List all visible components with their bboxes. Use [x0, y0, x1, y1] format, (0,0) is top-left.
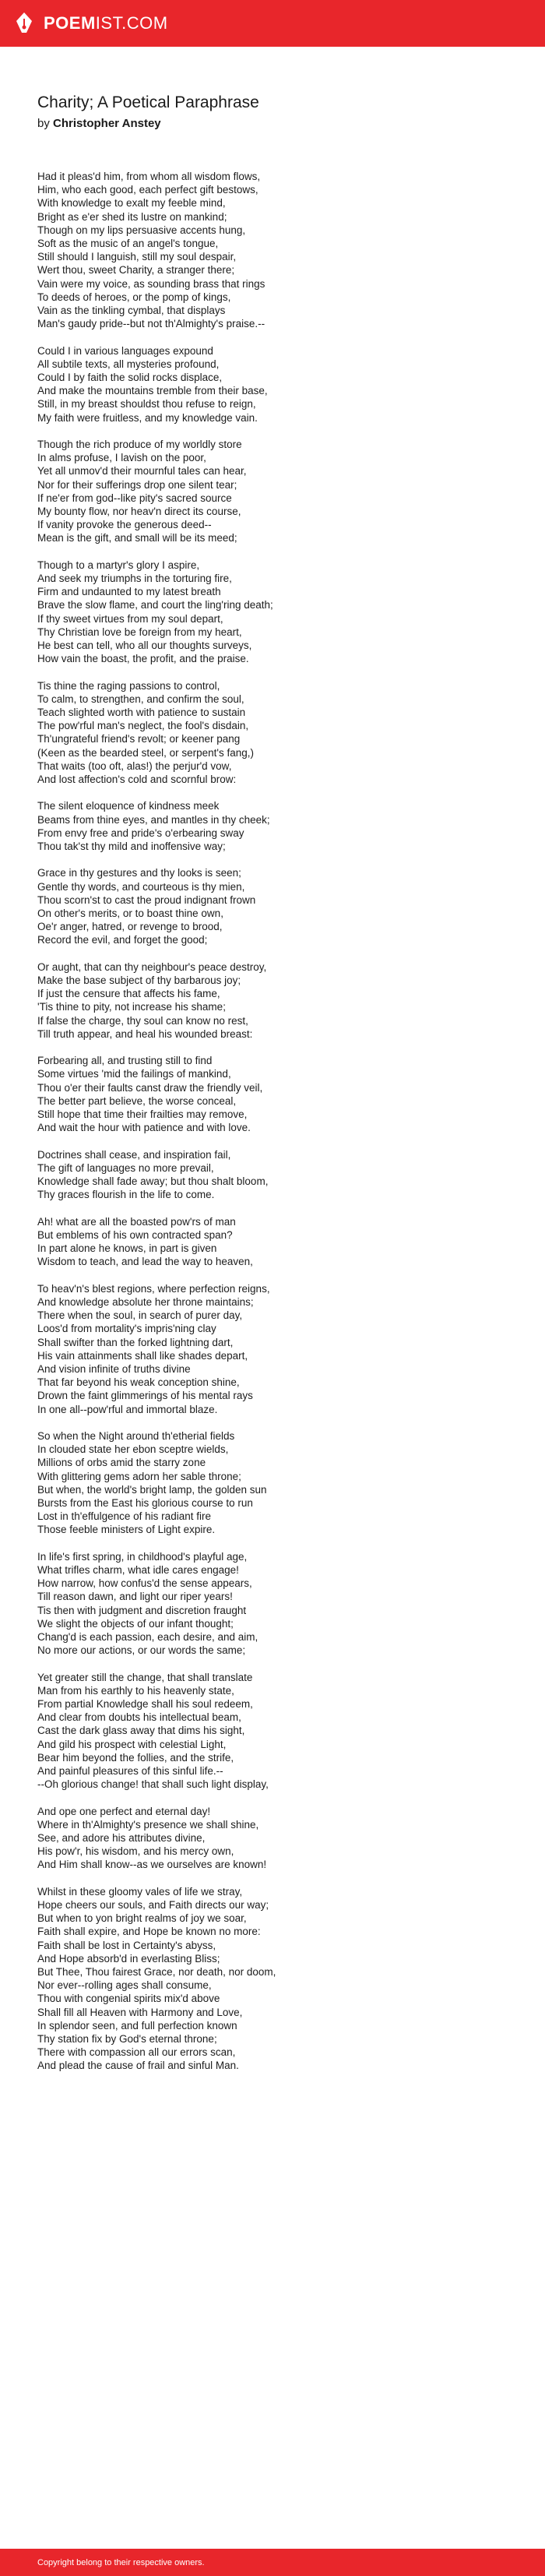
poem-line: And wait the hour with patience and with love. [37, 1122, 251, 1134]
poem-line: With glittering gems adorn her sable throne; [37, 1470, 241, 1482]
poem-line: Where in th'Almighty's presence we shall shine, [37, 1818, 259, 1831]
poem-line: Thou with congenial spirits mix'd above [37, 1993, 220, 2005]
poem-line: Forbearing all, and trusting still to find [37, 1055, 213, 1067]
fountain-pen-nib-icon[interactable] [12, 12, 36, 35]
stanza [37, 1671, 520, 1792]
poem-line: His vain attainments shall like shades depart, [37, 1349, 248, 1362]
poem-line: Some virtues 'mid the failings of mankind, [37, 1068, 231, 1080]
poem-line: So when the Night around th'etherial fields [37, 1429, 235, 1442]
poem-line: Nor for their sufferings drop one silent tear; [37, 478, 237, 491]
poem-line: To deeds of heroes, or the pomp of kings, [37, 291, 231, 303]
poem-line: Bursts from the East his glorious course to run [37, 1496, 253, 1509]
poem-line: Firm and undaunted to my latest breath [37, 586, 221, 598]
poem-line: The silent eloquence of kindness meek [37, 800, 220, 812]
poem-line: There with compassion all our errors scan, [37, 2046, 236, 2059]
poem-line: Millions of orbs amid the starry zone [37, 1457, 206, 1469]
author-name[interactable]: Christopher Anstey [53, 117, 161, 130]
site-footer [0, 2549, 545, 2576]
stanza [37, 1054, 520, 1134]
poem-line: Man from his earthly to his heavenly state, [37, 1684, 234, 1697]
poem-line: Though to a martyr's glory I aspire, [37, 559, 200, 571]
poem-line: And painful pleasures of this sinful life.-- [37, 1764, 223, 1777]
poem-line: Whilst in these gloomy vales of life we stray, [37, 1885, 243, 1898]
poem-line: Tis then with judgment and discretion fraught [37, 1604, 247, 1616]
poem-line: If vanity provoke the generous deed-- [37, 519, 212, 531]
poem-line: Thy graces flourish in the life to come. [37, 1189, 215, 1201]
poem-line: The gift of languages no more prevail, [37, 1161, 214, 1174]
poem-line: Soft as the music of an angel's tongue, [37, 238, 219, 250]
poem-line: Thou tak'st thy mild and inoffensive way; [37, 840, 226, 853]
poem-line: Cast the dark glass away that dims his sight, [37, 1725, 245, 1737]
poem-line: Faith shall expire, and Hope be known no more: [37, 1926, 261, 1938]
poem-line: But emblems of his own contracted span? [37, 1228, 233, 1241]
poem-line: And ope one perfect and eternal day! [37, 1805, 211, 1817]
poem-line: Oe'r anger, hatred, or revenge to brood, [37, 921, 223, 933]
stanza [37, 1429, 520, 1537]
poem-line: Bear him beyond the follies, and the strife, [37, 1751, 234, 1764]
poem-line: His pow'r, his wisdom, and his mercy own, [37, 1845, 234, 1858]
site-logo[interactable] [44, 13, 168, 33]
poem-line: But when to yon bright realms of joy we soar, [37, 1912, 247, 1925]
poem-line: But Thee, Thou fairest Grace, nor death, nor doom, [37, 1965, 276, 1978]
poem-line: What trifles charm, what idle cares engage! [37, 1563, 239, 1576]
logo-light-text: IST.COM [95, 13, 168, 33]
poem-line: 'Tis thine to pity, not increase his shame; [37, 1001, 226, 1013]
poem-line: (Keen as the bearded steel, or serpent's fang,) [37, 746, 254, 759]
poem-line: But when, the world's bright lamp, the golden sun [37, 1483, 267, 1496]
stanza [37, 170, 520, 330]
poem-line: Man's gaudy pride--but not th'Almighty's praise.-- [37, 318, 265, 330]
poem-line: Make the base subject of thy barbarous joy; [37, 974, 241, 987]
poem-line: If ne'er from god--like pity's sacred source [37, 492, 232, 504]
poem-line: And gild his prospect with celestial Light, [37, 1738, 227, 1750]
poem-line: In life's first spring, in childhood's playful age, [37, 1550, 248, 1563]
poem-line: And lost affection's cold and scornful brow: [37, 774, 237, 786]
poem-line: Vain as the tinkling cymbal, that displays [37, 305, 226, 317]
poem-line: Th'ungrateful friend's revolt; or keener pang [37, 733, 241, 745]
stanza [37, 866, 520, 946]
stanza [37, 438, 520, 545]
poem-line: Though on my lips persuasive accents hung, [37, 224, 246, 236]
poem-line: And vision infinite of truths divine [37, 1362, 191, 1375]
poem-line: Bright as e'er shed its lustre on mankind; [37, 210, 227, 223]
poem-line: And clear from doubts his intellectual beam, [37, 1711, 241, 1724]
poem-line: In alms profuse, I lavish on the poor, [37, 452, 206, 464]
poem-line: The better part believe, the worse conceal, [37, 1094, 237, 1107]
poem-line: Shall swifter than the forked lightning dart, [37, 1336, 234, 1348]
poem-line: In clouded state her ebon sceptre wields, [37, 1443, 229, 1456]
poem-line: And Hope absorb'd in everlasting Bliss; [37, 1952, 220, 1965]
poem-line: If just the censure that affects his fame, [37, 988, 220, 1000]
stanza [37, 1282, 520, 1416]
stanza [37, 1215, 520, 1269]
stanza [37, 559, 520, 666]
poem-line: Thy Christian love be foreign from my heart, [37, 625, 242, 638]
poem-line: How narrow, how confus'd the sense appears, [37, 1577, 252, 1590]
poem-line: The pow'rful man's neglect, the fool's disdain, [37, 720, 249, 732]
poem-line: In one all--pow'rful and immortal blaze. [37, 1403, 218, 1415]
poem-line: See, and adore his attributes divine, [37, 1831, 206, 1844]
poem-line: That waits (too oft, alas!) the perjur'd vow, [37, 759, 232, 772]
poem-line: Chang'd is each passion, each desire, and aim, [37, 1630, 258, 1643]
poem-line: Could I in various languages expound [37, 344, 213, 357]
stanza [37, 1550, 520, 1658]
poem-line: On other's merits, or to boast thine own, [37, 907, 223, 920]
logo-bold-text: POEM [44, 13, 96, 33]
stanza [37, 1148, 520, 1202]
poem-line: Brave the slow flame, and court the ling'ring death; [37, 599, 273, 611]
poem-line: Nor ever--rolling ages shall consume, [37, 1979, 212, 1992]
poem-line: Yet greater still the change, that shall translate [37, 1671, 253, 1683]
poem-line: To heav'n's blest regions, where perfection reigns, [37, 1282, 270, 1295]
poem-line: Wisdom to teach, and lead the way to heaven, [37, 1256, 253, 1268]
stanza [37, 799, 520, 853]
poem-line: Had it pleas'd him, from whom all wisdom flows, [37, 171, 261, 182]
poem-line: And Him shall know--as we ourselves are known! [37, 1859, 267, 1871]
poem-line: How vain the boast, the profit, and the praise. [37, 653, 249, 665]
poem-line: Ah! what are all the boasted pow'rs of man [37, 1215, 236, 1228]
poem-line: Still, in my breast shouldst thou refuse to reign, [37, 398, 256, 411]
poem-line: Beams from thine eyes, and mantles in thy cheek; [37, 813, 270, 826]
poem-line: Still should I languish, still my soul despair, [37, 251, 237, 263]
poem-line: My bounty flow, nor heav'n direct its course, [37, 506, 241, 518]
poem-line: Hope cheers our souls, and Faith directs our way; [37, 1898, 269, 1911]
poem-line: Tis thine the raging passions to control, [37, 679, 220, 692]
poem-line: Faith shall be lost in Certainty's abyss, [37, 1939, 216, 1951]
stanza [37, 344, 520, 425]
poem-line: Drown the faint glimmerings of his mental rays [37, 1390, 253, 1402]
poem-line: Doctrines shall cease, and inspiration fail, [37, 1148, 231, 1161]
poem-line: From envy free and pride's o'erbearing sway [37, 826, 244, 839]
poem-body [37, 170, 520, 2086]
poem-line: Gentle thy words, and courteous is thy mien, [37, 880, 245, 893]
poem-line: We slight the objects of our infant thought; [37, 1617, 234, 1630]
poem-title: Charity; A Poetical Paraphrase [37, 93, 259, 111]
poem-line: If thy sweet virtues from my soul depart, [37, 612, 223, 625]
poem-line: Yet all unmov'd their mournful tales can hear, [37, 465, 247, 477]
poem-line: From partial Knowledge shall his soul redeem, [37, 1697, 253, 1710]
poem-line: Wert thou, sweet Charity, a stranger there; [37, 264, 235, 277]
poem-line: In splendor seen, and full perfection known [37, 2019, 237, 2032]
poem-line: All subtile texts, all mysteries profound, [37, 358, 220, 370]
poem-line: And knowledge absolute her throne maintains; [37, 1295, 254, 1308]
poem-line: Or aught, that can thy neighbour's peace destroy, [37, 960, 267, 973]
poem-line: Till reason dawn, and light our riper years! [37, 1591, 233, 1603]
poem-line: Vain were my voice, as sounding brass that rings [37, 277, 265, 290]
poem-header [37, 93, 520, 132]
poem-line: My faith were fruitless, and my knowledge vain. [37, 411, 258, 424]
poem-byline [37, 116, 520, 132]
poem-line: Record the evil, and forget the good; [37, 934, 208, 946]
copyright-text: Copyright belong to their respective owners. [37, 2557, 205, 2567]
poem-line: Still hope that time their frailties may remove, [37, 1108, 248, 1121]
poem-line: Though the rich produce of my worldly store [37, 439, 242, 451]
poem-line: Grace in thy gestures and thy looks is seen; [37, 867, 241, 879]
poem-line: Lost in th'effulgence of his radiant fire [37, 1510, 211, 1523]
poem-line: Him, who each good, each perfect gift bestows, [37, 184, 258, 196]
poem-line: In part alone he knows, in part is given [37, 1242, 217, 1255]
poem-line: And seek my triumphs in the torturing fire, [37, 573, 232, 585]
poem-line: Loos'd from mortality's impris'ning clay [37, 1323, 216, 1335]
poem-line: Teach slighted worth with patience to sustain [37, 707, 246, 719]
stanza [37, 1885, 520, 2073]
poem-line: Shall fill all Heaven with Harmony and Love, [37, 2006, 243, 2018]
poem-line: To calm, to strengthen, and confirm the soul, [37, 692, 244, 705]
poem-line: With knowledge to exalt my feeble mind, [37, 197, 226, 210]
stanza [37, 960, 520, 1041]
poem-line: Knowledge shall fade away; but thou shalt bloom, [37, 1175, 269, 1188]
poem-line: Could I by faith the solid rocks displace, [37, 372, 223, 384]
poem-line: Mean is the gift, and small will be its meed; [37, 532, 237, 544]
poem-line: He best can tell, who all our thoughts surveys, [37, 640, 252, 652]
poem-line: Till truth appear, and heal his wounded breast: [37, 1027, 253, 1040]
site-header [0, 0, 545, 47]
poem-line: If false the charge, thy soul can know no rest, [37, 1014, 248, 1027]
by-label: by [37, 117, 50, 130]
poem-line: Thou scorn'st to cast the proud indignant frown [37, 893, 256, 906]
poem-line: That far beyond his weak conception shine, [37, 1376, 240, 1389]
stanza [37, 679, 520, 787]
poem-line: No more our actions, or our words the same; [37, 1644, 246, 1657]
poem-line: Those feeble ministers of Light expire. [37, 1524, 216, 1536]
poem-line: Thy station fix by God's eternal throne; [37, 2032, 217, 2045]
poem-line: And make the mountains tremble from their base, [37, 385, 268, 397]
poem-line: Thou o'er their faults canst draw the friendly veil, [37, 1081, 263, 1094]
stanza [37, 1805, 520, 1872]
poem-line: --Oh glorious change! that shall such light display, [37, 1778, 269, 1791]
poem-line: And plead the cause of frail and sinful Man. [37, 2060, 239, 2072]
poem-line: There when the soul, in search of purer day, [37, 1309, 243, 1322]
